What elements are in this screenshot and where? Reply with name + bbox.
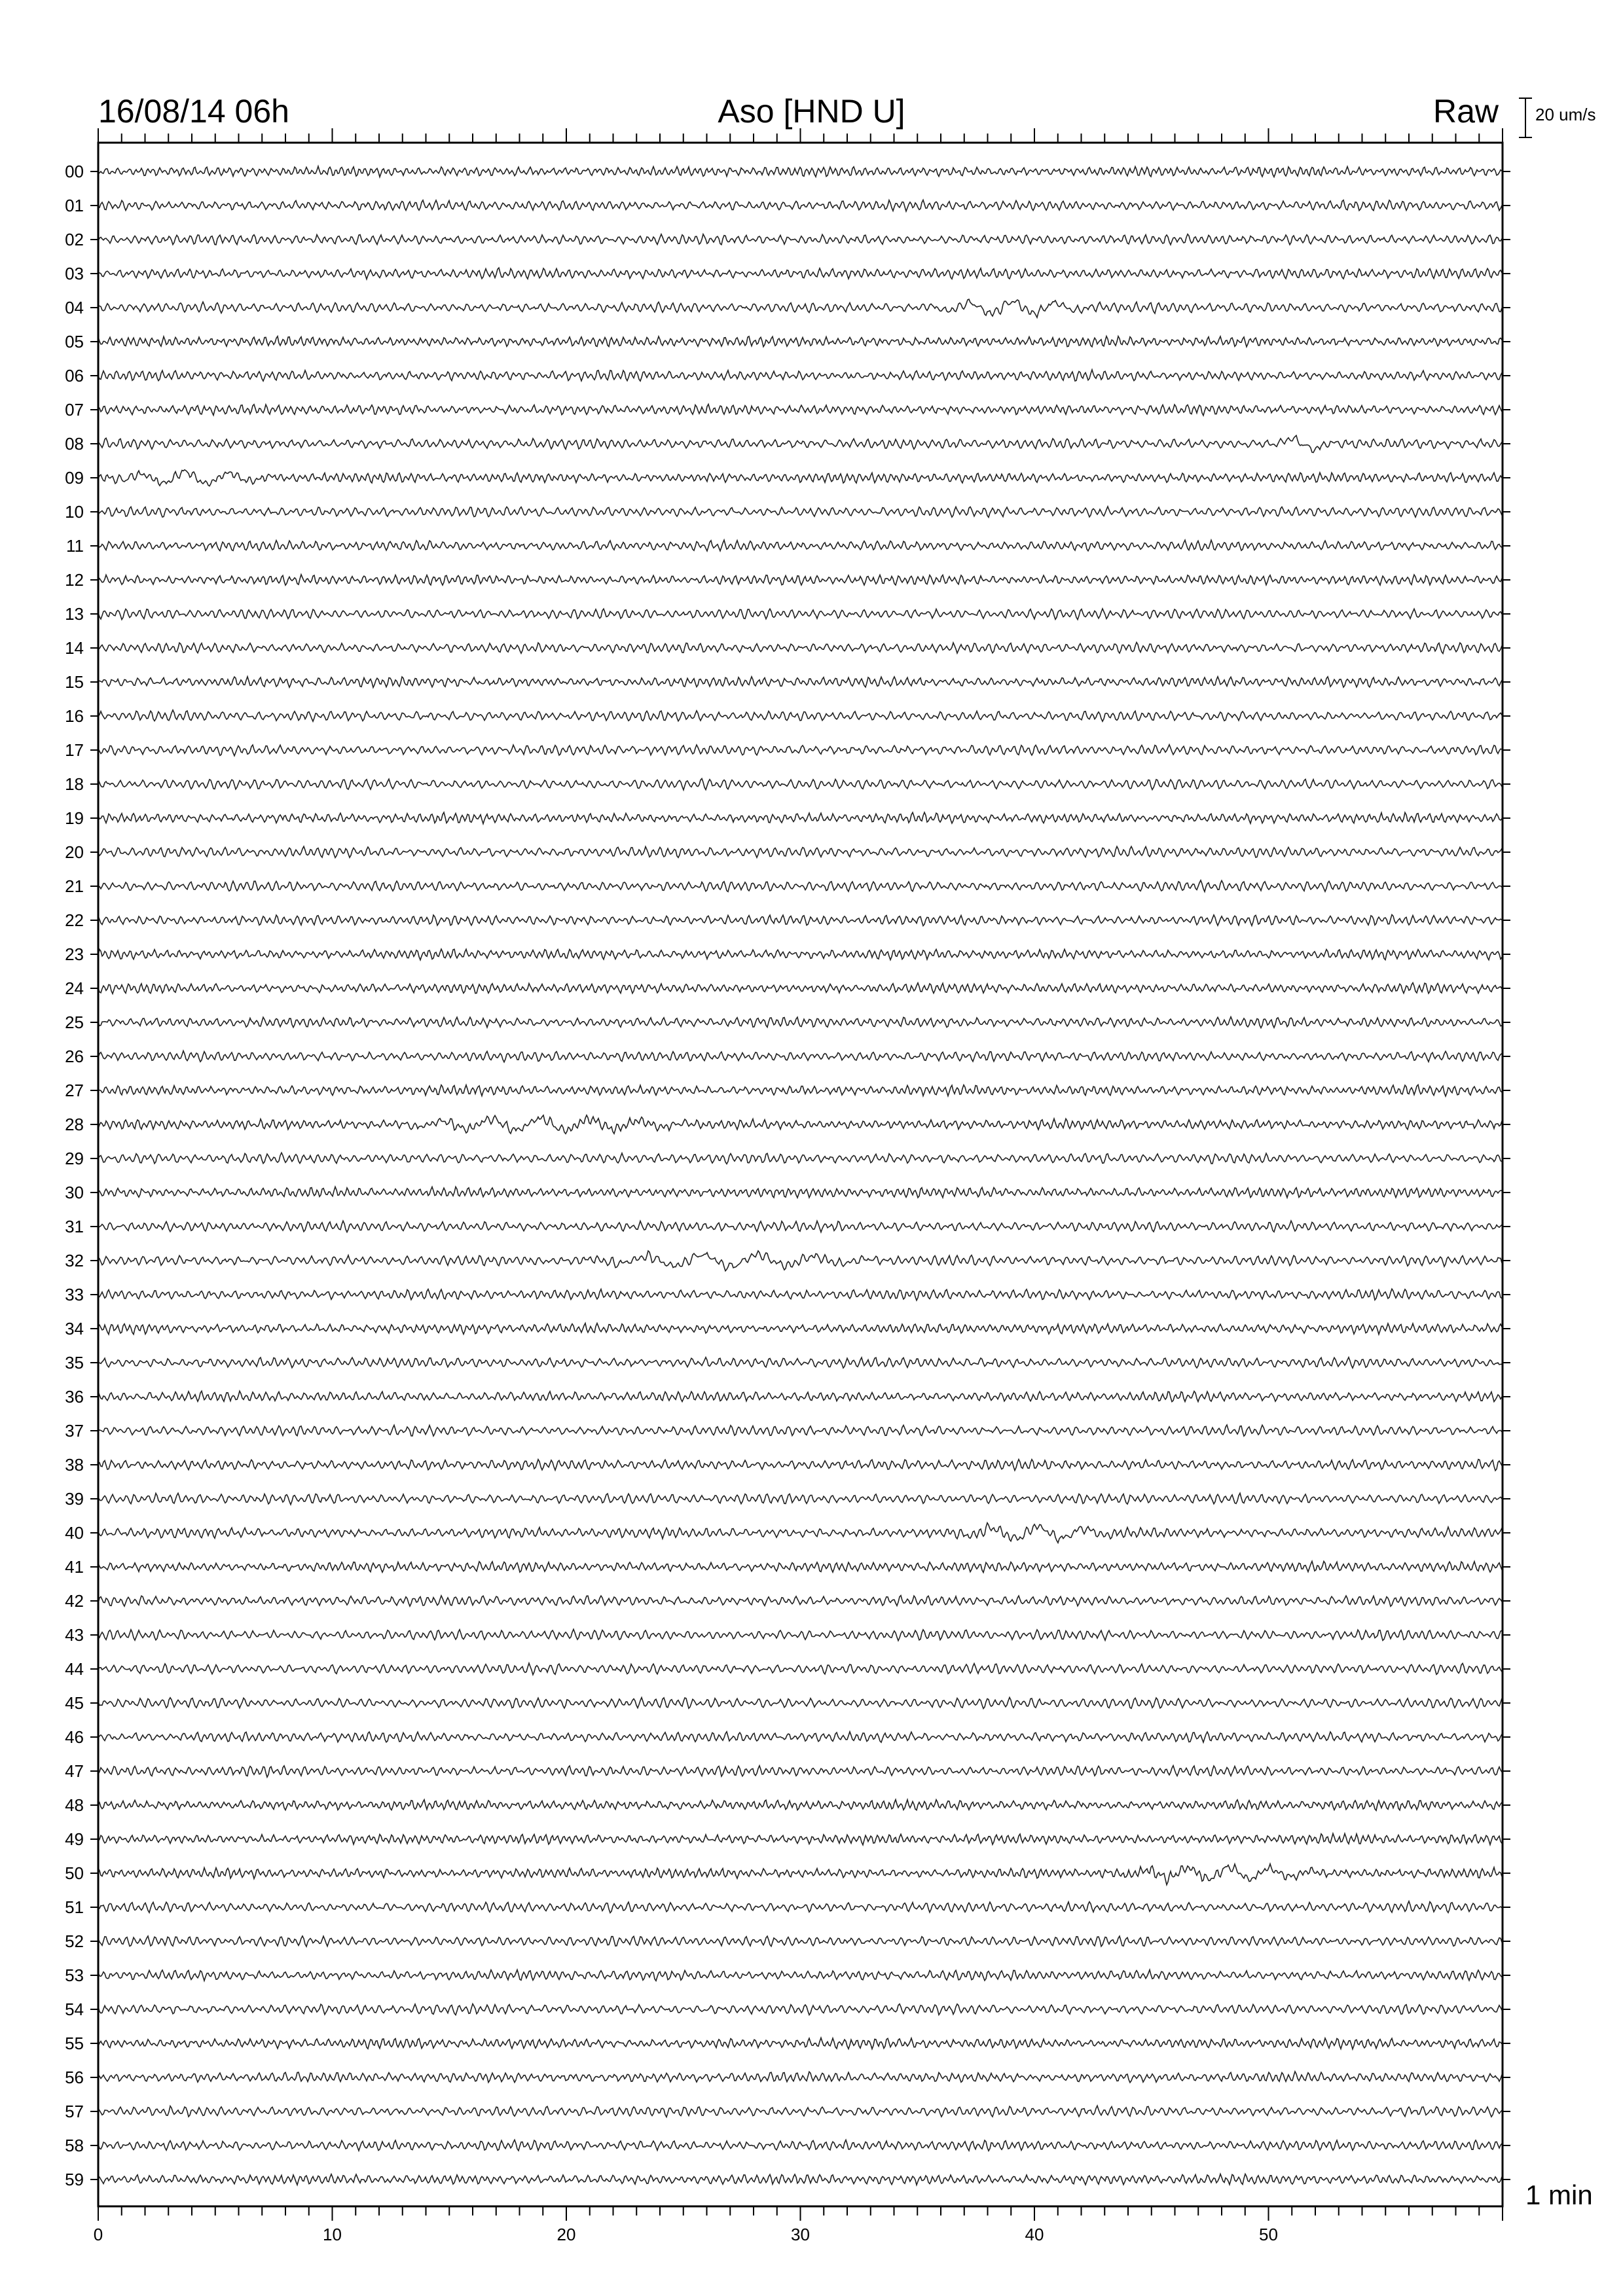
trace-row-02	[98, 234, 1502, 245]
row-label-06: 06	[65, 366, 84, 386]
trace-row-50	[98, 1864, 1502, 1885]
trace-row-31	[98, 1221, 1502, 1232]
trace-row-14	[98, 642, 1502, 653]
row-label-29: 29	[65, 1149, 84, 1168]
amplitude-scale-bar	[1519, 98, 1532, 137]
row-label-16: 16	[65, 706, 84, 726]
trace-row-34	[98, 1323, 1502, 1335]
amplitude-scale-label: 20 um/s	[1535, 105, 1596, 124]
trace-row-23	[98, 949, 1502, 960]
trace-row-18	[98, 779, 1502, 790]
row-label-44: 44	[65, 1659, 84, 1679]
row-label-55: 55	[65, 2034, 84, 2053]
row-label-34: 34	[65, 1319, 84, 1338]
row-label-48: 48	[65, 1795, 84, 1815]
trace-row-26	[98, 1051, 1502, 1062]
axis-labels	[65, 162, 1278, 2244]
row-label-03: 03	[65, 264, 84, 283]
trace-row-47	[98, 1766, 1502, 1778]
trace-row-32	[98, 1251, 1502, 1271]
trace-row-46	[98, 1732, 1502, 1742]
row-label-20: 20	[65, 842, 84, 862]
trace-row-35	[98, 1357, 1502, 1368]
trace-row-24	[98, 983, 1502, 994]
row-label-52: 52	[65, 1931, 84, 1951]
trace-row-29	[98, 1153, 1502, 1164]
trace-row-52	[98, 1936, 1502, 1946]
row-label-39: 39	[65, 1489, 84, 1509]
trace-row-44	[98, 1663, 1502, 1675]
trace-row-10	[98, 507, 1502, 518]
row-label-40: 40	[65, 1523, 84, 1543]
x-tick-label-20: 20	[556, 2225, 576, 2244]
row-label-28: 28	[65, 1115, 84, 1134]
row-label-08: 08	[65, 434, 84, 454]
row-label-18: 18	[65, 774, 84, 794]
row-label-25: 25	[65, 1013, 84, 1032]
trace-row-51	[98, 1901, 1502, 1913]
row-label-35: 35	[65, 1353, 84, 1372]
trace-row-20	[98, 846, 1502, 857]
trace-row-08	[98, 435, 1502, 452]
row-label-09: 09	[65, 468, 84, 488]
row-label-57: 57	[65, 2102, 84, 2121]
trace-row-54	[98, 2004, 1502, 2015]
trace-row-33	[98, 1289, 1502, 1300]
trace-row-48	[98, 1800, 1502, 1811]
row-label-51: 51	[65, 1897, 84, 1917]
row-label-54: 54	[65, 2000, 84, 2019]
plot-frame	[98, 143, 1503, 2206]
trace-row-38	[98, 1460, 1502, 1471]
trace-row-43	[98, 1629, 1502, 1640]
mode-label: Raw	[1432, 93, 1499, 130]
row-label-53: 53	[65, 1965, 84, 1985]
row-label-31: 31	[65, 1217, 84, 1236]
trace-row-19	[98, 812, 1502, 823]
trace-row-07	[98, 404, 1502, 416]
row-label-43: 43	[65, 1625, 84, 1645]
trace-row-40	[98, 1523, 1502, 1543]
trace-row-49	[98, 1833, 1502, 1844]
trace-row-58	[98, 2140, 1502, 2151]
row-label-05: 05	[65, 332, 84, 351]
row-label-45: 45	[65, 1693, 84, 1713]
row-label-19: 19	[65, 808, 84, 828]
row-label-26: 26	[65, 1047, 84, 1066]
row-label-27: 27	[65, 1081, 84, 1100]
trace-row-01	[98, 200, 1502, 211]
row-label-42: 42	[65, 1591, 84, 1611]
trace-row-27	[98, 1085, 1502, 1096]
trace-row-41	[98, 1561, 1502, 1572]
row-label-02: 02	[65, 230, 84, 249]
row-label-13: 13	[65, 604, 84, 624]
row-label-15: 15	[65, 672, 84, 692]
x-tick-label-40: 40	[1025, 2225, 1044, 2244]
x-tick-label-50: 50	[1259, 2225, 1278, 2244]
trace-row-45	[98, 1698, 1502, 1709]
row-label-33: 33	[65, 1285, 84, 1304]
x-tick-label-30: 30	[791, 2225, 810, 2244]
row-label-12: 12	[65, 570, 84, 590]
row-label-47: 47	[65, 1761, 84, 1781]
row-label-59: 59	[65, 2170, 84, 2189]
trace-row-21	[98, 880, 1502, 891]
trace-row-53	[98, 1970, 1502, 1981]
row-label-49: 49	[65, 1829, 84, 1849]
trace-row-56	[98, 2072, 1502, 2083]
row-label-41: 41	[65, 1557, 84, 1577]
trace-row-59	[98, 2174, 1502, 2185]
trace-row-04	[98, 299, 1502, 317]
row-label-46: 46	[65, 1727, 84, 1747]
trace-row-57	[98, 2106, 1502, 2117]
row-label-37: 37	[65, 1421, 84, 1441]
row-label-17: 17	[65, 740, 84, 760]
trace-row-06	[98, 370, 1502, 381]
row-label-21: 21	[65, 876, 84, 896]
row-label-38: 38	[65, 1455, 84, 1475]
trace-row-12	[98, 575, 1502, 585]
row-label-30: 30	[65, 1183, 84, 1202]
trace-row-39	[98, 1493, 1502, 1505]
row-label-01: 01	[65, 196, 84, 215]
trace-row-28	[98, 1115, 1502, 1134]
row-label-36: 36	[65, 1387, 84, 1407]
row-label-56: 56	[65, 2068, 84, 2087]
trace-row-11	[98, 540, 1502, 551]
row-label-11: 11	[66, 536, 84, 556]
trace-row-42	[98, 1596, 1502, 1607]
time-unit-label: 1 min	[1525, 2179, 1593, 2210]
row-label-07: 07	[65, 400, 84, 420]
row-label-50: 50	[65, 1863, 84, 1883]
row-label-10: 10	[65, 502, 84, 522]
trace-row-09	[98, 470, 1502, 486]
trace-row-13	[98, 609, 1502, 620]
trace-row-03	[98, 268, 1502, 279]
trace-row-36	[98, 1391, 1502, 1401]
x-tick-label-10: 10	[323, 2225, 342, 2244]
row-label-00: 00	[65, 162, 84, 181]
station-title: Aso [HND U]	[718, 93, 905, 130]
trace-row-16	[98, 710, 1502, 721]
trace-row-22	[98, 915, 1502, 926]
row-label-04: 04	[65, 298, 84, 317]
trace-row-17	[98, 745, 1502, 756]
trace-row-25	[98, 1017, 1502, 1028]
seismic-traces	[98, 166, 1502, 2185]
trace-row-05	[98, 336, 1502, 347]
row-label-24: 24	[65, 978, 84, 998]
trace-row-15	[98, 677, 1502, 688]
row-label-23: 23	[65, 944, 84, 964]
trace-row-37	[98, 1425, 1502, 1436]
trace-row-30	[98, 1187, 1502, 1198]
row-label-22: 22	[65, 910, 84, 930]
row-label-58: 58	[65, 2136, 84, 2155]
plot-date-label: 16/08/14 06h	[98, 93, 289, 130]
trace-row-55	[98, 2038, 1502, 2049]
row-label-14: 14	[65, 638, 84, 658]
x-tick-label-0: 0	[93, 2225, 103, 2244]
row-label-32: 32	[65, 1251, 84, 1270]
trace-row-00	[98, 166, 1502, 177]
